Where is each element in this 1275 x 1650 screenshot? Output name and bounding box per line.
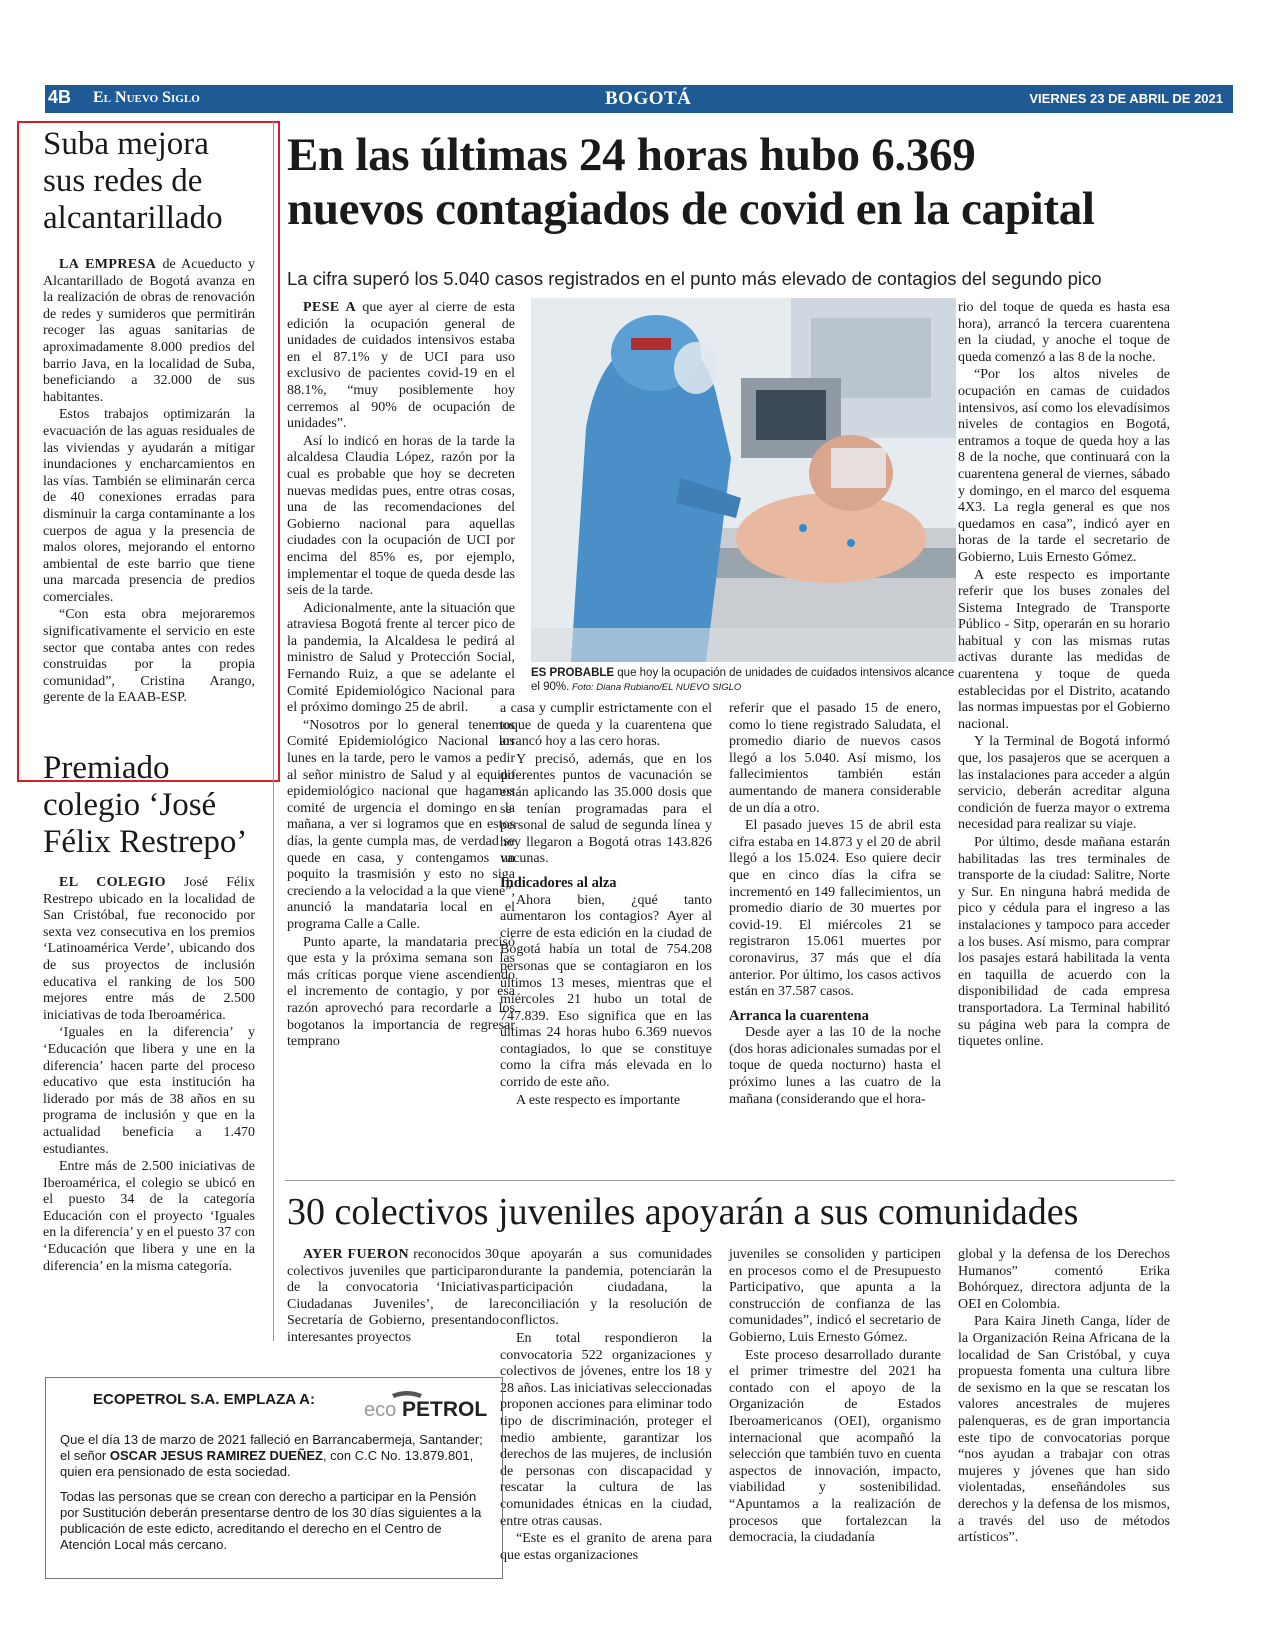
paragraph: “Este es el granito de arena para que estas organizaciones <box>500 1531 712 1563</box>
headline-line: En las últimas 24 horas hubo 6.369 <box>287 129 976 181</box>
paragraph: Por último, desde mañana estarán habilitadas las tres terminales de transporte de la ciudad: Salitre, Norte y Sur. En ninguna habrá medida de pico y cédula para el ingreso a las instalaciones y tampoco para acceder a los buses. Así mismo, para comprar los pasajes estará habilitada la venta en taquilla de acuerdo con la disponibilidad de cada empresa transportadora. La Terminal habilitó su página web para la compra de tiquetes online. <box>958 835 1170 1050</box>
paragraph: Punto aparte, la mandataria precisó que esta y la próxima semana son las más críticas porque viene ascendiendo el incremento de contagio, y por esa razón aprovechó para recordarle a los bogotanos la importancia de regresar temprano <box>287 934 515 1050</box>
paragraph <box>43 875 255 1024</box>
paragraph <box>287 1247 499 1347</box>
paragraph: Y precisó, además, que en los diferentes puntos de vacunación se están aplicando las 35.000 dosis que se tenían programadas para el personal de salud de segunda línea y hoy llegaron a Bogotá otras 143.826 vacunas. <box>500 751 712 867</box>
colegio-article-body <box>43 875 255 1276</box>
notice-text: Que el día 13 de marzo de 2021 falleció en Barrancabermeja, Santander; el señor <box>60 1432 483 1463</box>
title-line: Premiado <box>43 750 170 786</box>
paragraph: Y la Terminal de Bogotá informó que, los pasajeros que se acerquen a las instalaciones para acceder a algún servicio, deberán acreditar alguna condición de fuerza mayor o extrema necesidad para realizar su viaje. <box>958 734 1170 833</box>
paragraph: El pasado jueves 15 de abril esta cifra estaba en 14.873 y el 20 de abril llegó a los 15.024. Eso quiere decir que en cinco días la cifra se incrementó en 149 fallecimientos, un promedio diario de 30 muertes por covid-19. El miércoles 21 se registraron 15.061 muertes por coronavirus, 37 más que el día anterior. Por último, los casos activos están en 37.587 casos. <box>729 818 941 1000</box>
title-line: sus redes de <box>43 163 203 199</box>
paragraph: juveniles se consoliden y participen en procesos como el de Presupuesto Participativo, que apunta a la construcción de confianza de las comunidades”, indicó el secretario de Gobierno, Luis Ernesto Gómez. <box>729 1247 941 1345</box>
lead-words: EL COLEGIO <box>59 875 166 890</box>
icu-photo <box>531 298 956 662</box>
paragraph-text: José Félix Restrepo ubicado en la localidad de San Cristóbal, fue reconocido por sexta vez consecutiva en los premios ‘Latinoamérica Verde’, ubicando dos de sus proyectos de inclusión educativa el ranking de los 500 mejores entre más de 2.500 iniciativas de toda Iberoamérica. <box>43 875 255 1023</box>
notice-paragraph-2: Todas las personas que se crean con derecho a participar en la Pensión por Sustitución deberán presentarse dentro de los 30 días siguientes a la publicación de este edicto, acreditando el derecho en el Centro de Atención Local más cercano. <box>60 1489 482 1552</box>
paragraph-text: reconocidos 30 colectivos juveniles que participaron de la convocatoria ‘Iniciativas Ciudadanas Juveniles’, de la Secretaría de Gobierno, presentando interesantes proyectos <box>287 1247 499 1345</box>
main-headline <box>287 128 1247 236</box>
bottom-headline: 30 colectivos juveniles apoyarán a sus comunidades <box>287 1191 1079 1233</box>
paragraph: que apoyarán a sus comunidades durante la pandemia, potenciarán la participación ciudadana, la reconciliación y la resolución de conflictos. <box>500 1247 712 1329</box>
iguana-logo-icon <box>362 1388 492 1422</box>
paragraph: A este respecto es importante <box>516 1092 681 1108</box>
lead-words: AYER FUERON <box>303 1247 410 1262</box>
title-line: colegio ‘José <box>43 787 217 823</box>
bottom-column-4 <box>958 1247 1170 1548</box>
main-column-3 <box>729 701 941 1109</box>
paragraph: “Con esta obra mejoraremos significativamente el servicio en este sector que contaba antes con redes construidas por la propia comunidad”, Cristina Arango, gerente de la EAAB-ESP. <box>43 607 255 706</box>
paragraph: Para Kaira Jineth Canga, líder de la Organización Reina Africana de la localidad de San Cristóbal, y cuya propuesta fomenta una cultura libre de sexismo en la que se rescatan los valores ancestrales de mujeres palenqueras, es de gran importancia este tipo de convocatorias porque “nos ayudan a trabajar con otras mujeres y jóvenes que han sido violentadas, enseñándoles sus derechos y la defensa de los mismos, a través del uso de métodos artísticos”. <box>958 1314 1170 1546</box>
paragraph-text: de Acueducto y Alcantarillado de Bogotá avanza en la realización de obras de renovación de redes y sumideros que permitirán recoger las aguas sanitarias de aproximadamente 8.000 predios del barrio Java, en la localidad de Suba, beneficiando a 32.000 de sus habitantes. <box>43 257 255 405</box>
paragraph: En total respondieron la convocatoria 522 organizaciones y colectivos de jóvenes, entre los 18 y 28 años. Las iniciativas seleccionadas proponen acciones para eliminar todo tipo de discriminación, proteger el medio ambiente, garantizar los derechos de las mujeres, de inclusión de personas con discapacidad y rescatar la cultura de las comunidades étnicas en la ciudad, entre otras causas. <box>500 1330 712 1529</box>
paragraph: Entre más de 2.500 iniciativas de Iberoamérica, el colegio se ubicó en el puesto 34 de la categoría Educación con el proyecto ‘Iguales en la diferencia’ y en el puesto 37 con ‘Educación que libera y une en la diferencia’ en la misma categoría. <box>43 1159 255 1274</box>
colegio-article-title <box>43 750 275 861</box>
photo-credit: Foto: Diana Rubiano/EL NUEVO SIGLO <box>569 682 742 693</box>
paragraph: A este respecto es importante referir que los buses zonales del Sistema Integrado de Transporte Público - Sitp, operarán en su horario habitual y con las mismas rutas activas durante las medidas de cuarentena y toque de queda establecidas por el Distrito, acatando las normas impuestas por el Gobierno nacional. <box>958 567 1170 732</box>
photo-caption <box>531 666 956 695</box>
paragraph: Estos trabajos optimizarán la evacuación de las aguas residuales de las viviendas y ayudarán a mitigar inundaciones y encharcamientos en las vías. También se eliminarán cerca de 40 conexiones erradas para disminuir la carga contaminante a los cuerpos de agua y la presencia de malos olores, mejorando el entorno ambiental de este barrio que tiene una marcada presencia de predios comerciales. <box>43 407 255 605</box>
paragraph: “Por los altos niveles de ocupación en camas de cuidados intensivos, así como los elevadísimos niveles de contagios en Bogotá, entramos a toque de queda hoy a las 8 de la noche, que continuará con la cuarentena general de viernes, sábado y domingo, en el marco del esquema 4X3. La regla general es que nos quedamos en casa”, indicó ayer en horas de la tarde el secretario de Gobierno, Luis Ernesto Gómez. <box>958 367 1170 565</box>
bottom-column-1 <box>287 1247 499 1348</box>
suba-article-body <box>43 257 255 708</box>
newspaper-name: El Nuevo Siglo <box>93 89 200 106</box>
paragraph: Este proceso desarrollado durante el primer trimestre del 2021 ha contado con el apoyo de la Organización de Estados Iberoamericanos (OEI), organismo internacional que acompañó la selección que también tuvo en cuenta aspectos de innovación, impacto, viabilidad y sostenibilidad. “Apuntamos a la realización de procesos que fortalezcan la democracia, la ciudadanía <box>729 1347 941 1546</box>
paragraph <box>43 257 255 406</box>
paragraph: referir que el pasado 15 de enero, como lo tiene registrado Saludata, el promedio diario de nuevos casos llegó a los 5.040. Así mismo, los fallecimientos también están aumentando de manera considerable de un día a otro. <box>729 701 941 816</box>
suba-article-title <box>43 126 275 237</box>
paragraph: ‘Iguales en la diferencia’ y ‘Educación que libera y une en la diferencia’ hacen parte del proceso educativo que esta institución ha liderado por más de 38 años en su programa de inclusión y que en la actualidad beneficia a 1.470 estudiantes. <box>43 1025 255 1157</box>
page-number: 4B <box>48 87 72 107</box>
title-line: Suba mejora <box>43 126 209 162</box>
paragraph: Ahora bien, ¿qué tanto aumentaron los contagios? Ayer al cierre de esta edición en la ciudad de Bogotá había un total de 754.208 personas que se contagiaron en los últimos 13 meses, mientras que el miércoles 21 hubo un total de 747.839. Eso significa que en las últimas 24 horas hubo 6.369 nuevos contagiados, lo que se constituye como la cifra más elevada en lo corrido de este año. <box>500 892 712 1091</box>
page-header-bar <box>45 85 1233 113</box>
column-divider <box>273 121 274 1341</box>
notice-paragraph-1 <box>60 1432 492 1480</box>
notice-title: ECOPETROL S.A. EMPLAZA A: <box>93 1391 315 1408</box>
icu-photo-illustration <box>531 298 956 662</box>
section-divider <box>285 1180 1175 1181</box>
ecopetrol-logo <box>362 1388 492 1422</box>
bottom-column-3 <box>729 1247 941 1548</box>
main-column-2 <box>500 701 712 1110</box>
bottom-column-2 <box>500 1247 712 1565</box>
paragraph: Adicionalmente, ante la situación que atraviesa Bogotá frente al tercer pico de la pandemia, la Alcaldesa le pedirá al ministro de Salud y Protección Social, Fernando Ruiz, a que se adelante el Comité Epidemiológico Nacional para el próximo domingo 25 de abril. <box>287 600 515 716</box>
section-title: BOGOTÁ <box>605 88 692 109</box>
deceased-name: OSCAR JESUS RAMIREZ DUEÑEZ <box>109 1448 323 1463</box>
main-column-1 <box>287 300 515 1052</box>
paragraph-text: que ayer al cierre de esta edición la ocupación general de unidades de cuidados intensivos estaba en el 87.1% y de UCI para uso exclusivo de pacientes covid-19 en el 88.1%, “muy posiblemente hoy cerremos al 90% de ocupación de unidades”. <box>287 300 515 432</box>
caption-text: que hoy la ocupación de unidades de cuidados intensivos alcance el 90%. <box>531 667 955 693</box>
title-line: Félix Restrepo’ <box>43 824 248 860</box>
caption-lead: ES PROBABLE <box>531 667 615 679</box>
svg-text:PETROL: PETROL <box>402 1398 488 1421</box>
paragraph: Así lo indicó en horas de la tarde la alcaldesa Claudia López, razón por la cual es probable que hoy se decreten nuevas medidas pues, entre otras cosas, una de las recomendaciones del Gobierno nacional para aquellas ciudades con la ocupación de UCI por encima del 85% es, por ejemplo, implementar el toque de queda desde las seis de la tarde. <box>287 433 515 599</box>
paragraph <box>287 300 515 433</box>
subheading: Indicadores al alza <box>500 874 617 891</box>
paragraph: Desde ayer a las 10 de la noche (dos horas adicionales sumadas por el toque de queda nocturno) hasta el próximo lunes a las cuatro de la mañana (considerando que el hora- <box>729 1025 941 1107</box>
paragraph: global y la defensa de los Derechos Humanos” comentó Erika Bohórquez, directora adjunta de la OEI en Colombia. <box>958 1247 1170 1312</box>
paragraph: rio del toque de queda es hasta esa hora), arrancó la tercera cuarentena en la ciudad, y anoche el toque de queda comenzó a las 8 de la noche. <box>958 300 1170 365</box>
lead-words: LA EMPRESA <box>59 257 157 272</box>
paragraph: a casa y cumplir estrictamente con el toque de queda y la cuarentena que arrancó hoy a las cero horas. <box>500 701 712 750</box>
svg-text:eco: eco <box>364 1399 397 1421</box>
paragraph: “Nosotros por lo general tenemos Comité Epidemiológico Nacional los lunes en la tarde, pero le vamos a pedir al señor ministro de Salud y al equipo epidemiológico nacional que hagamos comité de urgencia el domingo en la mañana, a ver si logramos que en estos días, la gente cumpla mas, de verdad se quede en casa, y contengamos un poquito la trasmisión y esto no siga creciendo a la velocidad a la que viene”, anunció la mandataria local en el programa Calle a Calle. <box>287 717 515 932</box>
lead-words: PESE A <box>303 300 357 315</box>
notice-text: , con C.C No. 13.879.801, quien era pensionado de esta sociedad. <box>60 1448 474 1479</box>
issue-date: VIERNES 23 DE ABRIL DE 2021 <box>1029 91 1223 106</box>
main-column-4 <box>958 300 1170 1052</box>
main-subheadline: La cifra superó los 5.040 casos registrados en el punto más elevado de contagios del segundo pico <box>287 268 1102 289</box>
headline-line: nuevos contagiados de covid en la capital <box>287 183 1095 235</box>
ecopetrol-notice <box>45 1377 503 1579</box>
title-line: alcantarillado <box>43 200 223 236</box>
subheading: Arranca la cuarentena <box>729 1007 869 1024</box>
